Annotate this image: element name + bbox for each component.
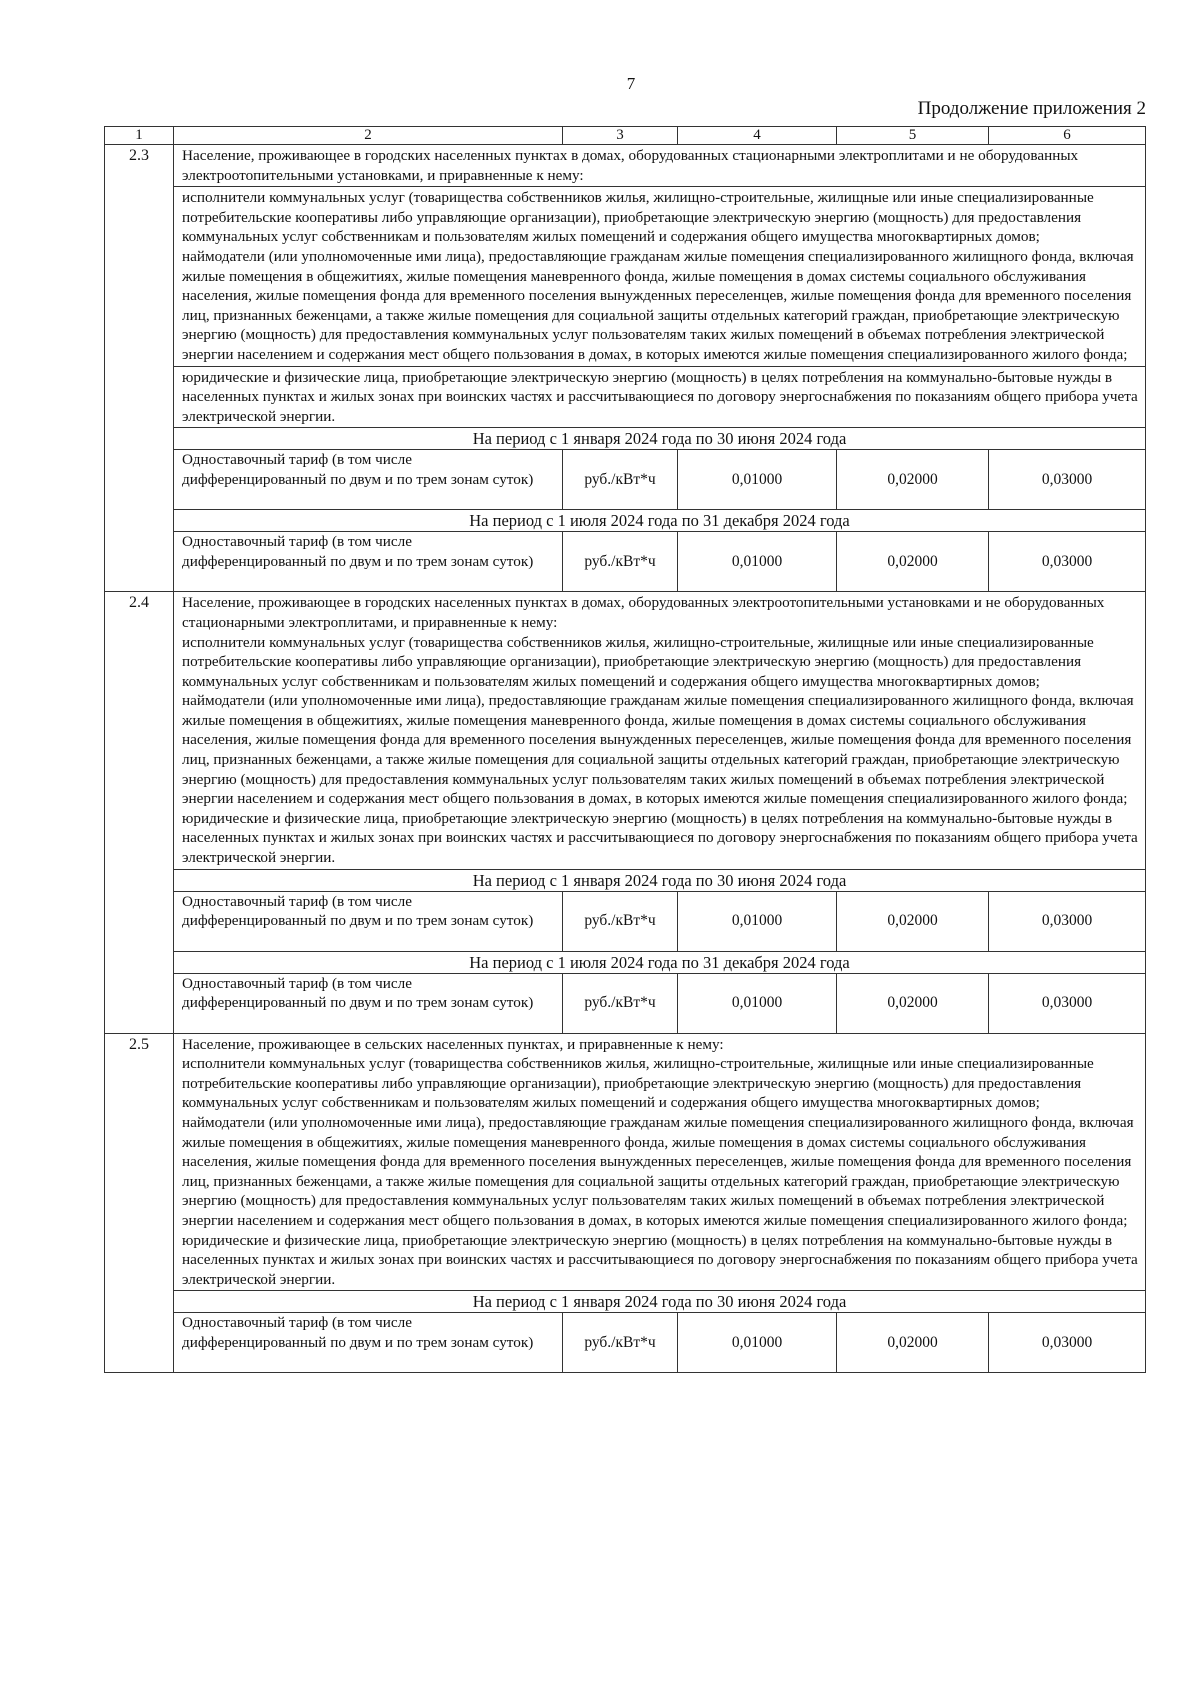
tariff-value-col5: 0,02000: [837, 973, 989, 1033]
tariff-value-col6: 0,03000: [989, 450, 1146, 510]
section-2-4-text-row: [105, 592, 1146, 869]
tariff-label: Одноставочный тариф (в том числе дифференцированный по двум и по трем зонам суток): [174, 973, 563, 1033]
section-2-3-consumers-row: [105, 187, 1146, 366]
period-row: [105, 951, 1146, 973]
column-number: 2: [174, 127, 563, 145]
tariff-value-col6: 0,03000: [989, 1313, 1146, 1373]
section-number: 2.3: [105, 145, 174, 592]
period-row: [105, 428, 1146, 450]
section-text: [174, 592, 1146, 869]
legal-entities-paragraph: юридические и физические лица, приобретающие электрическую энергию (мощность) в целях потребления на коммунально-бытовые нужды в населенных пунктах и жилых зонах при воинских частях и рассчитывающиеся по договору энергоснабжения по показаниям общего прибора учета электрической энергии.: [182, 1231, 1138, 1288]
period-title: На период с 1 января 2024 года по 30 июня 2024 года: [174, 1291, 1146, 1313]
section-intro: Население, проживающее в сельских населенных пунктах, и приравненные к нему:: [182, 1035, 724, 1053]
period-title: На период с 1 июля 2024 года по 31 декабря 2024 года: [174, 951, 1146, 973]
landlords-paragraph: наймодатели (или уполномоченные ими лица), предоставляющие гражданам жилые помещения специализированного жилищного фонда, включая жилые помещения в общежитиях, жилые помещения маневренного фонда, жилые помещения в домах системы социального обслуживания населения, жилые помещения фонда для временного поселения вынужденных переселенцев, жилые помещения фонда для временного поселения лиц, признанных беженцами, а также жилые помещения для социальной защиты отдельных категорий граждан, приобретающие электрическую энергию (мощность) для предоставления коммунальных услуг пользователям таких жилых помещений в объемах потребления электрической энергии населением и содержания мест общего пользования в домах, в которых имеются жилые помещения специализированного жилого фонда;: [182, 692, 1134, 808]
tariff-row: [105, 450, 1146, 510]
tariff-value-col6: 0,03000: [989, 891, 1146, 951]
tariff-row: [105, 973, 1146, 1033]
executors-paragraph: исполнители коммунальных услуг (товарищества собственников жилья, жилищно-строительные, жилищные или иные специализированные потребительские кооперативы либо управляющие организации), приобретающие электрическую энергию (мощность) для предоставления коммунальных услуг собственникам и пользователям жилых помещений и содержания общего имущества многоквартирных домов;: [182, 189, 1094, 246]
tariff-label: Одноставочный тариф (в том числе дифференцированный по двум и по трем зонам суток): [174, 891, 563, 951]
section-2-3-intro-row: [105, 145, 1146, 187]
tariff-value-col6: 0,03000: [989, 973, 1146, 1033]
tariff-label: Одноставочный тариф (в том числе дифференцированный по двум и по трем зонам суток): [174, 532, 563, 592]
tariff-unit: руб./кВт*ч: [563, 450, 678, 510]
column-number: 5: [837, 127, 989, 145]
column-number: 6: [989, 127, 1146, 145]
section-text: [174, 1033, 1146, 1291]
tariff-label: Одноставочный тариф (в том числе дифференцированный по двум и по трем зонам суток): [174, 1313, 563, 1373]
tariff-unit: руб./кВт*ч: [563, 891, 678, 951]
tariff-row: [105, 1313, 1146, 1373]
tariff-row: [105, 891, 1146, 951]
period-title: На период с 1 января 2024 года по 30 июня 2024 года: [174, 428, 1146, 450]
section-2-3-legal-row: [105, 366, 1146, 428]
column-number: 3: [563, 127, 678, 145]
executors-paragraph: исполнители коммунальных услуг (товарищества собственников жилья, жилищно-строительные, жилищные или иные специализированные потребительские кооперативы либо управляющие организации), приобретающие электрическую энергию (мощность) для предоставления коммунальных услуг собственникам и пользователям жилых помещений и содержания общего имущества многоквартирных домов;: [182, 1055, 1094, 1112]
tariff-unit: руб./кВт*ч: [563, 532, 678, 592]
tariff-table: [104, 126, 1146, 1373]
section-number: 2.4: [105, 592, 174, 1033]
period-row: [105, 869, 1146, 891]
section-intro: Население, проживающее в городских населенных пунктах в домах, оборудованных стационарными электроплитами и не оборудованных электроотопительными установками, и приравненные к нему:: [174, 145, 1146, 187]
section-number: 2.5: [105, 1033, 174, 1373]
legal-entities-paragraph: юридические и физические лица, приобретающие электрическую энергию (мощность) в целях потребления на коммунально-бытовые нужды в населенных пунктах и жилых зонах при воинских частях и рассчитывающиеся по договору энергоснабжения по показаниям общего прибора учета электрической энергии.: [182, 809, 1138, 867]
landlords-paragraph: наймодатели (или уполномоченные ими лица), предоставляющие гражданам жилые помещения специализированного жилищного фонда, включая жилые помещения в общежитиях, жилые помещения маневренного фонда, жилые помещения в домах системы социального обслуживания населения, жилые помещения фонда для временного поселения вынужденных переселенцев, жилые помещения фонда для временного поселения лиц, признанных беженцами, а также жилые помещения для социальной защиты отдельных категорий граждан, приобретающие электрическую энергию (мощность) для предоставления коммунальных услуг пользователям таких жилых помещений в объемах потребления электрической энергии населением и содержания мест общего пользования в домах, в которых имеются жилые помещения специализированного жилого фонда;: [182, 1114, 1134, 1229]
period-row: [105, 1291, 1146, 1313]
column-number: 4: [678, 127, 837, 145]
landlords-paragraph: наймодатели (или уполномоченные ими лица), предоставляющие гражданам жилые помещения специализированного жилищного фонда, включая жилые помещения в общежитиях, жилые помещения маневренного фонда, жилые помещения в домах системы социального обслуживания населения, жилые помещения фонда для временного поселения вынужденных переселенцев, жилые помещения фонда для временного поселения лиц, признанных беженцами, а также жилые помещения для социальной защиты отдельных категорий граждан, приобретающие электрическую энергию (мощность) для предоставления коммунальных услуг пользователям таких жилых помещений в объемах потребления электрической энергии населением и содержания мест общего пользования в домах, в которых имеются жилые помещения специализированного жилого фонда;: [182, 247, 1134, 363]
consumer-groups: [174, 187, 1146, 366]
tariff-value-col4: 0,01000: [678, 1313, 837, 1373]
period-title: На период с 1 января 2024 года по 30 июня 2024 года: [174, 869, 1146, 891]
tariff-unit: руб./кВт*ч: [563, 973, 678, 1033]
section-intro: Население, проживающее в городских населенных пунктах в домах, оборудованных электроотопительными установками и не оборудованных стационарными электроплитами, и приравненные к нему:: [182, 594, 1105, 631]
tariff-value-col4: 0,01000: [678, 450, 837, 510]
tariff-value-col5: 0,02000: [837, 532, 989, 592]
continuation-caption: Продолжение приложения 2: [917, 98, 1146, 119]
section-2-5-text-row: [105, 1033, 1146, 1291]
period-title: На период с 1 июля 2024 года по 31 декабря 2024 года: [174, 510, 1146, 532]
tariff-value-col6: 0,03000: [989, 532, 1146, 592]
tariff-value-col5: 0,02000: [837, 450, 989, 510]
tariff-value-col4: 0,01000: [678, 973, 837, 1033]
tariff-row: [105, 532, 1146, 592]
column-number: 1: [105, 127, 174, 145]
executors-paragraph: исполнители коммунальных услуг (товарищества собственников жилья, жилищно-строительные, жилищные или иные специализированные потребительские кооперативы либо управляющие организации), приобретающие электрическую энергию (мощность) для предоставления коммунальных услуг собственникам и пользователям жилых помещений и содержания общего имущества многоквартирных домов;: [182, 633, 1094, 690]
tariff-unit: руб./кВт*ч: [563, 1313, 678, 1373]
tariff-value-col4: 0,01000: [678, 532, 837, 592]
tariff-value-col5: 0,02000: [837, 891, 989, 951]
column-number-row: [105, 127, 1146, 145]
tariff-value-col5: 0,02000: [837, 1313, 989, 1373]
legal-entities-paragraph: юридические и физические лица, приобретающие электрическую энергию (мощность) в целях потребления на коммунально-бытовые нужды в населенных пунктах и жилых зонах при воинских частях и рассчитывающиеся по договору энергоснабжения по показаниям общего прибора учета электрической энергии.: [174, 366, 1146, 428]
tariff-value-col4: 0,01000: [678, 891, 837, 951]
tariff-label: Одноставочный тариф (в том числе дифференцированный по двум и по трем зонам суток): [174, 450, 563, 510]
page-number: 7: [626, 74, 636, 93]
period-row: [105, 510, 1146, 532]
